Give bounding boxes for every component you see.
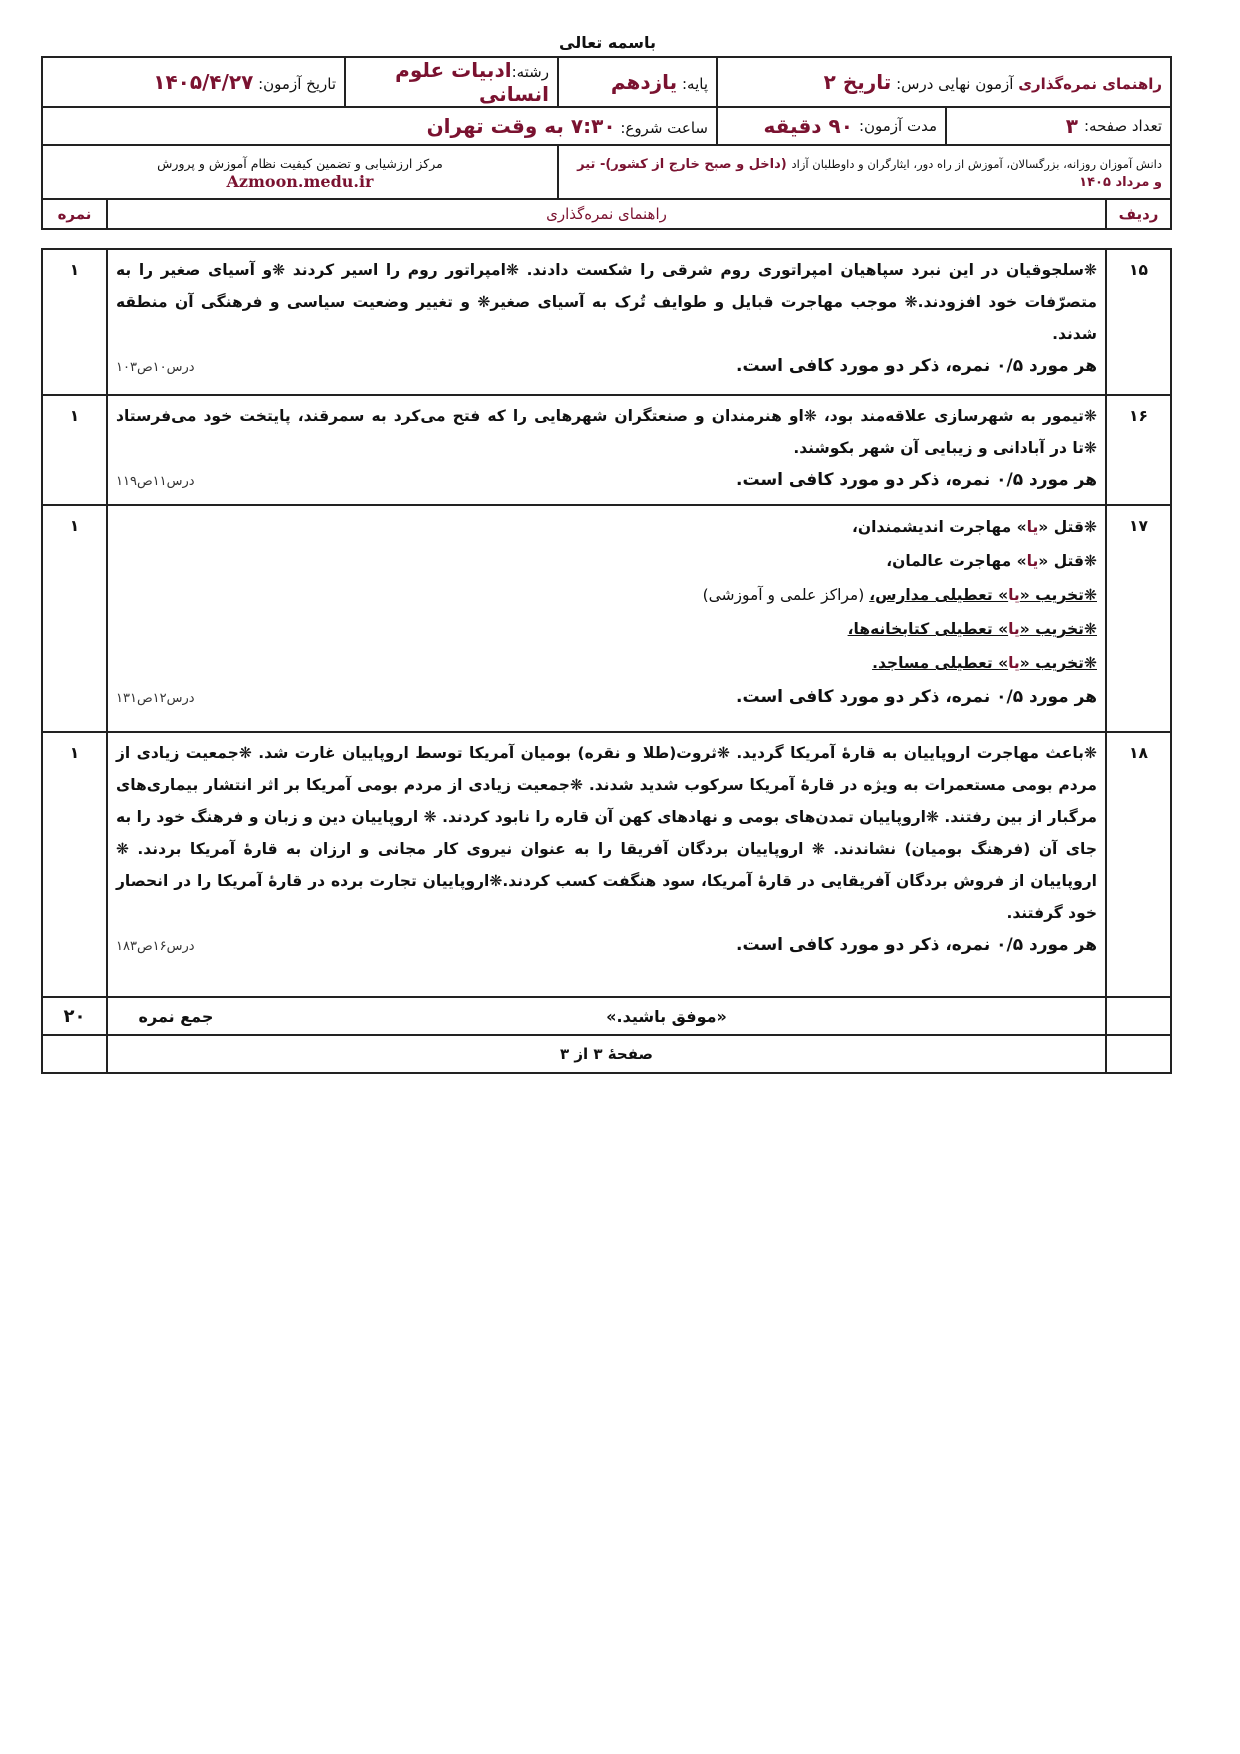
col-score: نمره bbox=[42, 199, 107, 229]
col-guide: راهنمای نمره‌گذاری bbox=[107, 199, 1106, 229]
question-row bbox=[42, 395, 1171, 505]
start-label: ساعت شروع: bbox=[620, 119, 708, 137]
exam-date: ۱۴۰۵/۴/۲۷ bbox=[153, 70, 254, 94]
scoring-rule: هر مورد ۰/۵ نمره، ذکر دو مورد کافی است. bbox=[735, 935, 1097, 955]
field: ادبیات علوم انسانی bbox=[395, 58, 549, 106]
page-row bbox=[42, 1035, 1171, 1073]
question-row bbox=[42, 249, 1171, 395]
date-label: تاریخ آزمون: bbox=[258, 75, 336, 93]
scoring-rule: هر مورد ۰/۵ نمره، ذکر دو مورد کافی است. bbox=[735, 356, 1097, 376]
total-label: جمع نمره bbox=[138, 1006, 214, 1026]
answer-item: ❋تخریب «یا» تعطیلی مدارس، (مراکز علمی و آموزشی) bbox=[702, 586, 1097, 604]
good-luck: «موفق باشید.» bbox=[606, 1006, 727, 1026]
question-number: ۱۸ bbox=[1106, 732, 1171, 997]
answer-text: ❋باعث مهاجرت اروپاییان به قارهٔ آمریکا گردید. ❋ثروت(طلا و نقره) بومیان آمریکا توسط اروپاییان غارت شد. ❋جمعیت زیادی از مردم بومی مستعمرات به ویژه در قارهٔ آمریکا سرکوب شدید شدند. ❋جمعیت زیادی از مردم بومی آمریکا بر اثر انتشار بیماری‌های مرگبار از بین رفتند. ❋اروپاییان تمدن‌های بومی و نهادهای کهن آن قاره را نابود کردند. ❋ اروپاییان دین و زبان و فرهنگ خود را به جای آن (فرهنگ بومیان) نشاندند. ❋ اروپاییان بردگان آفریقا را به عنوان نیروی کار مجانی و ارزان به قارهٔ آمریکا بردند. ❋ اروپاییان از فروش بردگان آفریقایی در قارهٔ آمریکا، سود هنگفت کسب کردند.❋اروپاییان تجارت برده در قارهٔ آمریکا را در انحصار خود گرفتند. bbox=[116, 744, 1097, 922]
question-score: ۱ bbox=[42, 395, 107, 505]
answer-text: ❋تیمور به شهرسازی علاقه‌مند بود، ❋او هنرمندان و صنعتگران شهرهایی را که فتح می‌کرد به سمرقند، پایتخت خود می‌فرستاد ❋تا در آبادانی و زیبایی آن شهر بکوشند. bbox=[116, 407, 1097, 457]
grade: یازدهم bbox=[610, 70, 678, 94]
basmala: باسمه تعالی bbox=[559, 33, 656, 52]
site-link[interactable]: Azmoon.medu.ir bbox=[226, 171, 374, 191]
total-row bbox=[42, 997, 1171, 1035]
answer-item: ❋تخریب «یا» تعطیلی کتابخانه‌ها، bbox=[847, 620, 1097, 638]
duration-label: مدت آزمون: bbox=[858, 117, 937, 135]
field-label: رشته: bbox=[511, 63, 549, 81]
lesson-ref: درس۱۱ص۱۱۹ bbox=[116, 474, 195, 489]
pages: ۳ bbox=[1065, 114, 1078, 138]
guide-label: راهنمای نمره‌گذاری bbox=[1018, 75, 1162, 93]
subject: تاریخ ۲ bbox=[823, 70, 892, 94]
column-headings bbox=[41, 198, 1172, 230]
exam-label: آزمون نهایی درس: bbox=[896, 75, 1014, 93]
total-score: ۲۰ bbox=[42, 997, 107, 1035]
start-time: ۷:۳۰ به وقت تهران bbox=[426, 114, 616, 138]
page-number: صفحهٔ ۳ از ۳ bbox=[107, 1035, 1106, 1073]
lesson-ref: درس۱۶ص۱۸۳ bbox=[116, 939, 195, 954]
answer-item: ❋تخریب «یا» تعطیلی مساجد. bbox=[872, 654, 1097, 672]
question-row bbox=[42, 732, 1171, 997]
exam-header bbox=[41, 56, 1172, 200]
org-name: مرکز ارزشیابی و تضمین کیفیت نظام آموزش و پرورش bbox=[157, 155, 443, 171]
question-score: ۱ bbox=[42, 732, 107, 997]
pages-label: تعداد صفحه: bbox=[1083, 117, 1162, 135]
lesson-ref: درس۱۲ص۱۳۱ bbox=[116, 691, 195, 706]
question-number: ۱۶ bbox=[1106, 395, 1171, 505]
answer-text: ❋سلجوقیان در این نبرد سپاهیان امپراتوری روم شرقی را شکست دادند. ❋امپراتور روم را اسیر کردند ❋و آسیای صغیر را به متصرّفات خود افزودند.❋ موجب مهاجرت قبایل و طوایف تُرک به آسیای صغیر❋ و تغییر وضعیت سیاسی و فرهنگی آن منطقه شدند. bbox=[116, 261, 1097, 343]
scoring-rule: هر مورد ۰/۵ نمره، ذکر دو مورد کافی است. bbox=[735, 687, 1097, 707]
answer-item: ❋قتل «یا» مهاجرت اندیشمندان، bbox=[852, 518, 1097, 536]
question-score: ۱ bbox=[42, 249, 107, 395]
question-score: ۱ bbox=[42, 505, 107, 732]
duration: ۹۰ دقیقه bbox=[763, 114, 853, 138]
question-number: ۱۷ bbox=[1106, 505, 1171, 732]
col-row: ردیف bbox=[1106, 199, 1171, 229]
lesson-ref: درس۱۰ص۱۰۳ bbox=[116, 360, 195, 375]
grade-label: پایه: bbox=[681, 75, 708, 93]
scoring-rule: هر مورد ۰/۵ نمره، ذکر دو مورد کافی است. bbox=[735, 470, 1097, 490]
audience-highlight: (داخل و صبح خارج از کشور)- تیر و مرداد ۱۴۰۵ bbox=[577, 157, 1162, 190]
question-row bbox=[42, 505, 1171, 732]
answer-item: ❋قتل «یا» مهاجرت عالمان، bbox=[886, 552, 1097, 570]
audience: دانش آموزان روزانه، بزرگسالان، آموزش از راه دور، ایثارگران و داوطلبان آزاد bbox=[791, 157, 1162, 171]
question-number: ۱۵ bbox=[1106, 249, 1171, 395]
answers-table bbox=[41, 248, 1172, 1074]
